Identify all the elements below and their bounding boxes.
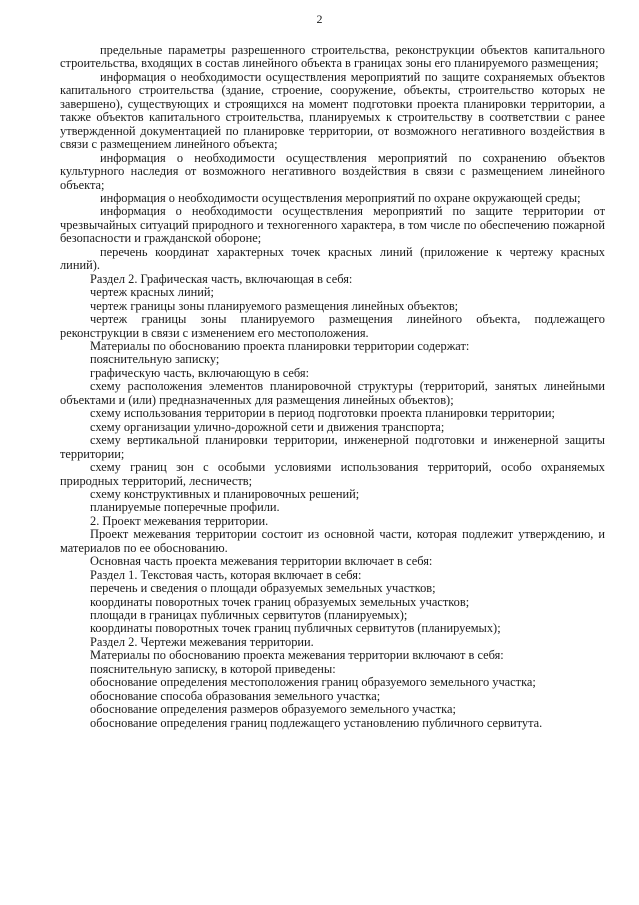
paragraph: чертеж границы зоны планируемого размещения линейного объекта, подлежащего реконструкции в связи с изменением его местоположения. [60,312,605,340]
paragraph: схему расположения элементов планировочной структуры (территорий, занятых линейными объектами и (или) предназначенных для размещения линейных объектов); [60,379,605,407]
paragraph: пояснительную записку, в которой приведены: [90,661,336,676]
paragraph: схему организации улично-дорожной сети и движения транспорта; [90,419,445,434]
paragraph: схему конструктивных и планировочных решений; [90,486,360,501]
paragraph: Материалы по обоснованию проекта межевания территории включают в себя: [90,648,504,663]
paragraph: обоснование способа образования земельного участка; [90,688,381,703]
document-body [60,44,605,730]
paragraph: Проект межевания территории состоит из основной части, которая подлежит утверждению, и материалов по ее обоснованию. [60,527,605,555]
paragraph: координаты поворотных точек границ образуемых земельных участков; [90,594,470,609]
paragraph: Раздел 1. Текстовая часть, которая включает в себя: [90,567,362,582]
paragraph: информация о необходимости осуществления мероприятий по защите территории от чрезвычайных ситуаций природного и техногенного характера, в том числе по обеспечению пожарной безопасности и гражданской обороне; [60,204,605,246]
paragraph: Раздел 2. Графическая часть, включающая в себя: [90,271,353,286]
paragraph: Основная часть проекта межевания территории включает в себя: [90,554,433,569]
paragraph: схему границ зон с особыми условиями использования территорий, особо охраняемых природных территорий, лесничеств; [60,460,605,488]
paragraph: перечень и сведения о площади образуемых земельных участков; [90,581,436,596]
paragraph: площади в границах публичных сервитутов (планируемых); [90,608,408,623]
paragraph: 2. Проект межевания территории. [90,513,269,528]
paragraph: планируемые поперечные профили. [90,500,280,515]
page-number: 2 [316,12,323,26]
paragraph: Раздел 2. Чертежи межевания территории. [90,634,314,649]
paragraph: Материалы по обоснованию проекта планировки территории содержат: [90,338,470,353]
paragraph: схему использования территории в период подготовки проекта планировки территории; [90,406,555,421]
paragraph: информация о необходимости осуществления мероприятий по сохранению объектов культурного наследия от возможного негативного воздействия в связи с размещением линейного объекта; [60,150,605,192]
paragraph: схему вертикальной планировки территории, инженерной подготовки и инженерной защиты территории; [60,433,605,461]
paragraph: графическую часть, включающую в себя: [90,365,310,380]
paragraph: информация о необходимости осуществления мероприятий по охране окружающей среды; [100,190,581,205]
paragraph: обоснование определения границ подлежащего установлению публичного сервитута. [90,715,543,730]
paragraph: пояснительную записку; [90,352,220,367]
paragraph: предельные параметры разрешенного строительства, реконструкции объектов капитального строительства, входящих в состав линейного объекта в границах зоны его планируемого размещения; [60,43,605,71]
paragraph: информация о необходимости осуществления мероприятий по защите сохраняемых объектов капитального строительства (здание, строение, сооружение, объекты, строительство которых не завершено), существующих и строящихся на момент подготовки проекта планировки территории, а также объектов капитального строительства, планируемых к строительству в соответствии с ранее утвержденной документацией по планировке территории, от возможного негативного воздействия в связи с размещением линейного объекта; [60,69,605,152]
paragraph: чертеж красных линий; [90,285,214,300]
paragraph: обоснование определения размеров образуемого земельного участка; [90,702,456,717]
paragraph: координаты поворотных точек границ публичных сервитутов (планируемых); [90,621,501,636]
paragraph: перечень координат характерных точек красных линий (приложение к чертежу красных линий). [60,244,605,273]
paragraph: обоснование определения местоположения границ образуемого земельного участка; [90,675,536,690]
paragraph: чертеж границы зоны планируемого размещения линейных объектов; [90,298,459,313]
